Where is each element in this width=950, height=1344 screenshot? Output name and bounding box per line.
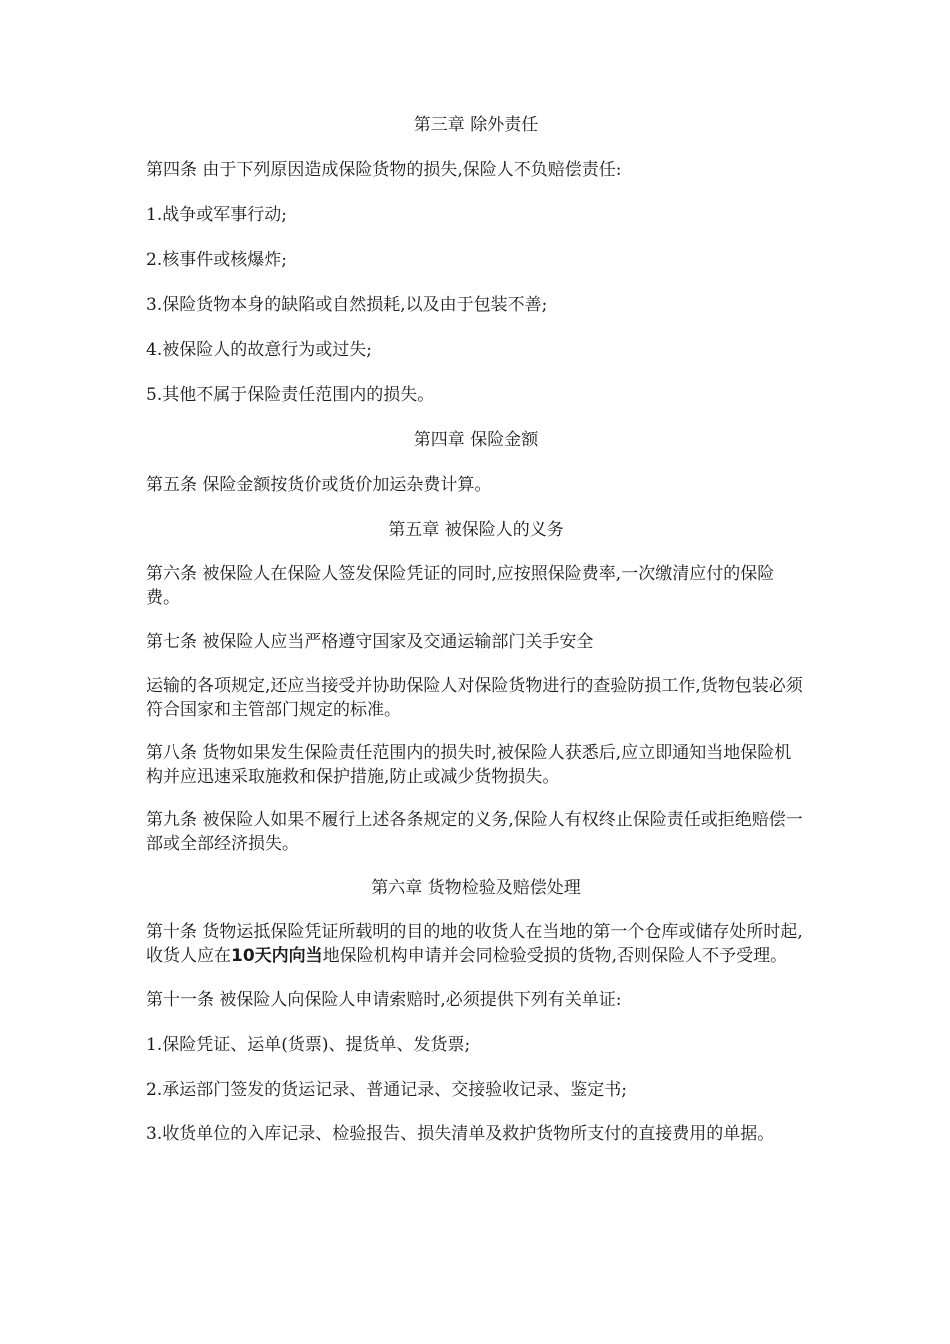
article-11: 第十一条 被保险人向保险人申请索赔时,必须提供下列有关单证: (146, 990, 622, 1010)
document-list-item-1: 1.保险凭证、运单(货票)、提货单、发货票; (146, 1035, 471, 1055)
article-7: 第七条 被保险人应当严格遵守国家及交通运输部门关手安全 (146, 632, 594, 652)
list-item-1: 1.战争或军事行动; (146, 205, 287, 225)
chapter-heading-4: 第四章 保险金额 (413, 430, 539, 450)
chapter-heading-3: 第三章 除外责任 (413, 115, 539, 135)
document-list-item-2: 2.承运部门签发的货运记录、普通记录、交接验收记录、鉴定书; (146, 1080, 627, 1100)
article-8: 第八条 货物如果发生保险责任范围内的损失时,被保险人获悉后,应立即通知当地保险机构并应迅速采取施救和保护措施,防止或减少货物损失。 (146, 743, 792, 787)
article-10-after: 地保险机构申请并会同检验受损的货物,否则保险人不予受理。 (322, 946, 788, 966)
chapter-heading-6: 第六章 货物检验及赔偿处理 (371, 878, 581, 898)
article-10-emphasis: 10天内向当 (231, 946, 323, 966)
article-6: 第六条 被保险人在保险人签发保险凭证的同时,应按照保险费率,一次缴清应付的保险费。 (146, 564, 775, 608)
chapter-heading-5: 第五章 被保险人的义务 (388, 520, 564, 540)
article-5: 第五条 保险金额按货价或货价加运杂费计算。 (146, 475, 492, 495)
article-4: 第四条 由于下列原因造成保险货物的损失,保险人不负赔偿责任: (146, 160, 622, 180)
document-list-item-3: 3.收货单位的入库记录、检验报告、损失清单及救护货物所支付的直接费用的单据。 (146, 1124, 775, 1144)
article-9: 第九条 被保险人如果不履行上述各条规定的义务,保险人有权终止保险责任或拒绝赔偿一部或全部经济损失。 (146, 810, 803, 854)
article-7-continued: 运输的各项规定,还应当接受并协助保险人对保险货物进行的查验防损工作,货物包装必须符合国家和主管部门规定的标准。 (146, 676, 803, 720)
list-item-5: 5.其他不属于保险责任范围内的损失。 (146, 385, 435, 405)
list-item-3: 3.保险货物本身的缺陷或自然损耗,以及由于包装不善; (146, 295, 548, 315)
list-item-4: 4.被保险人的故意行为或过失; (146, 340, 372, 360)
list-item-2: 2.核事件或核爆炸; (146, 250, 287, 270)
document-page (146, 112, 806, 1165)
article-10-before: 第十条 货物运抵保险凭证所载明的目的地的收货人在当地的第一个仓库或储存处所时起,收货人应在 (146, 922, 803, 966)
article-10 (146, 920, 806, 968)
